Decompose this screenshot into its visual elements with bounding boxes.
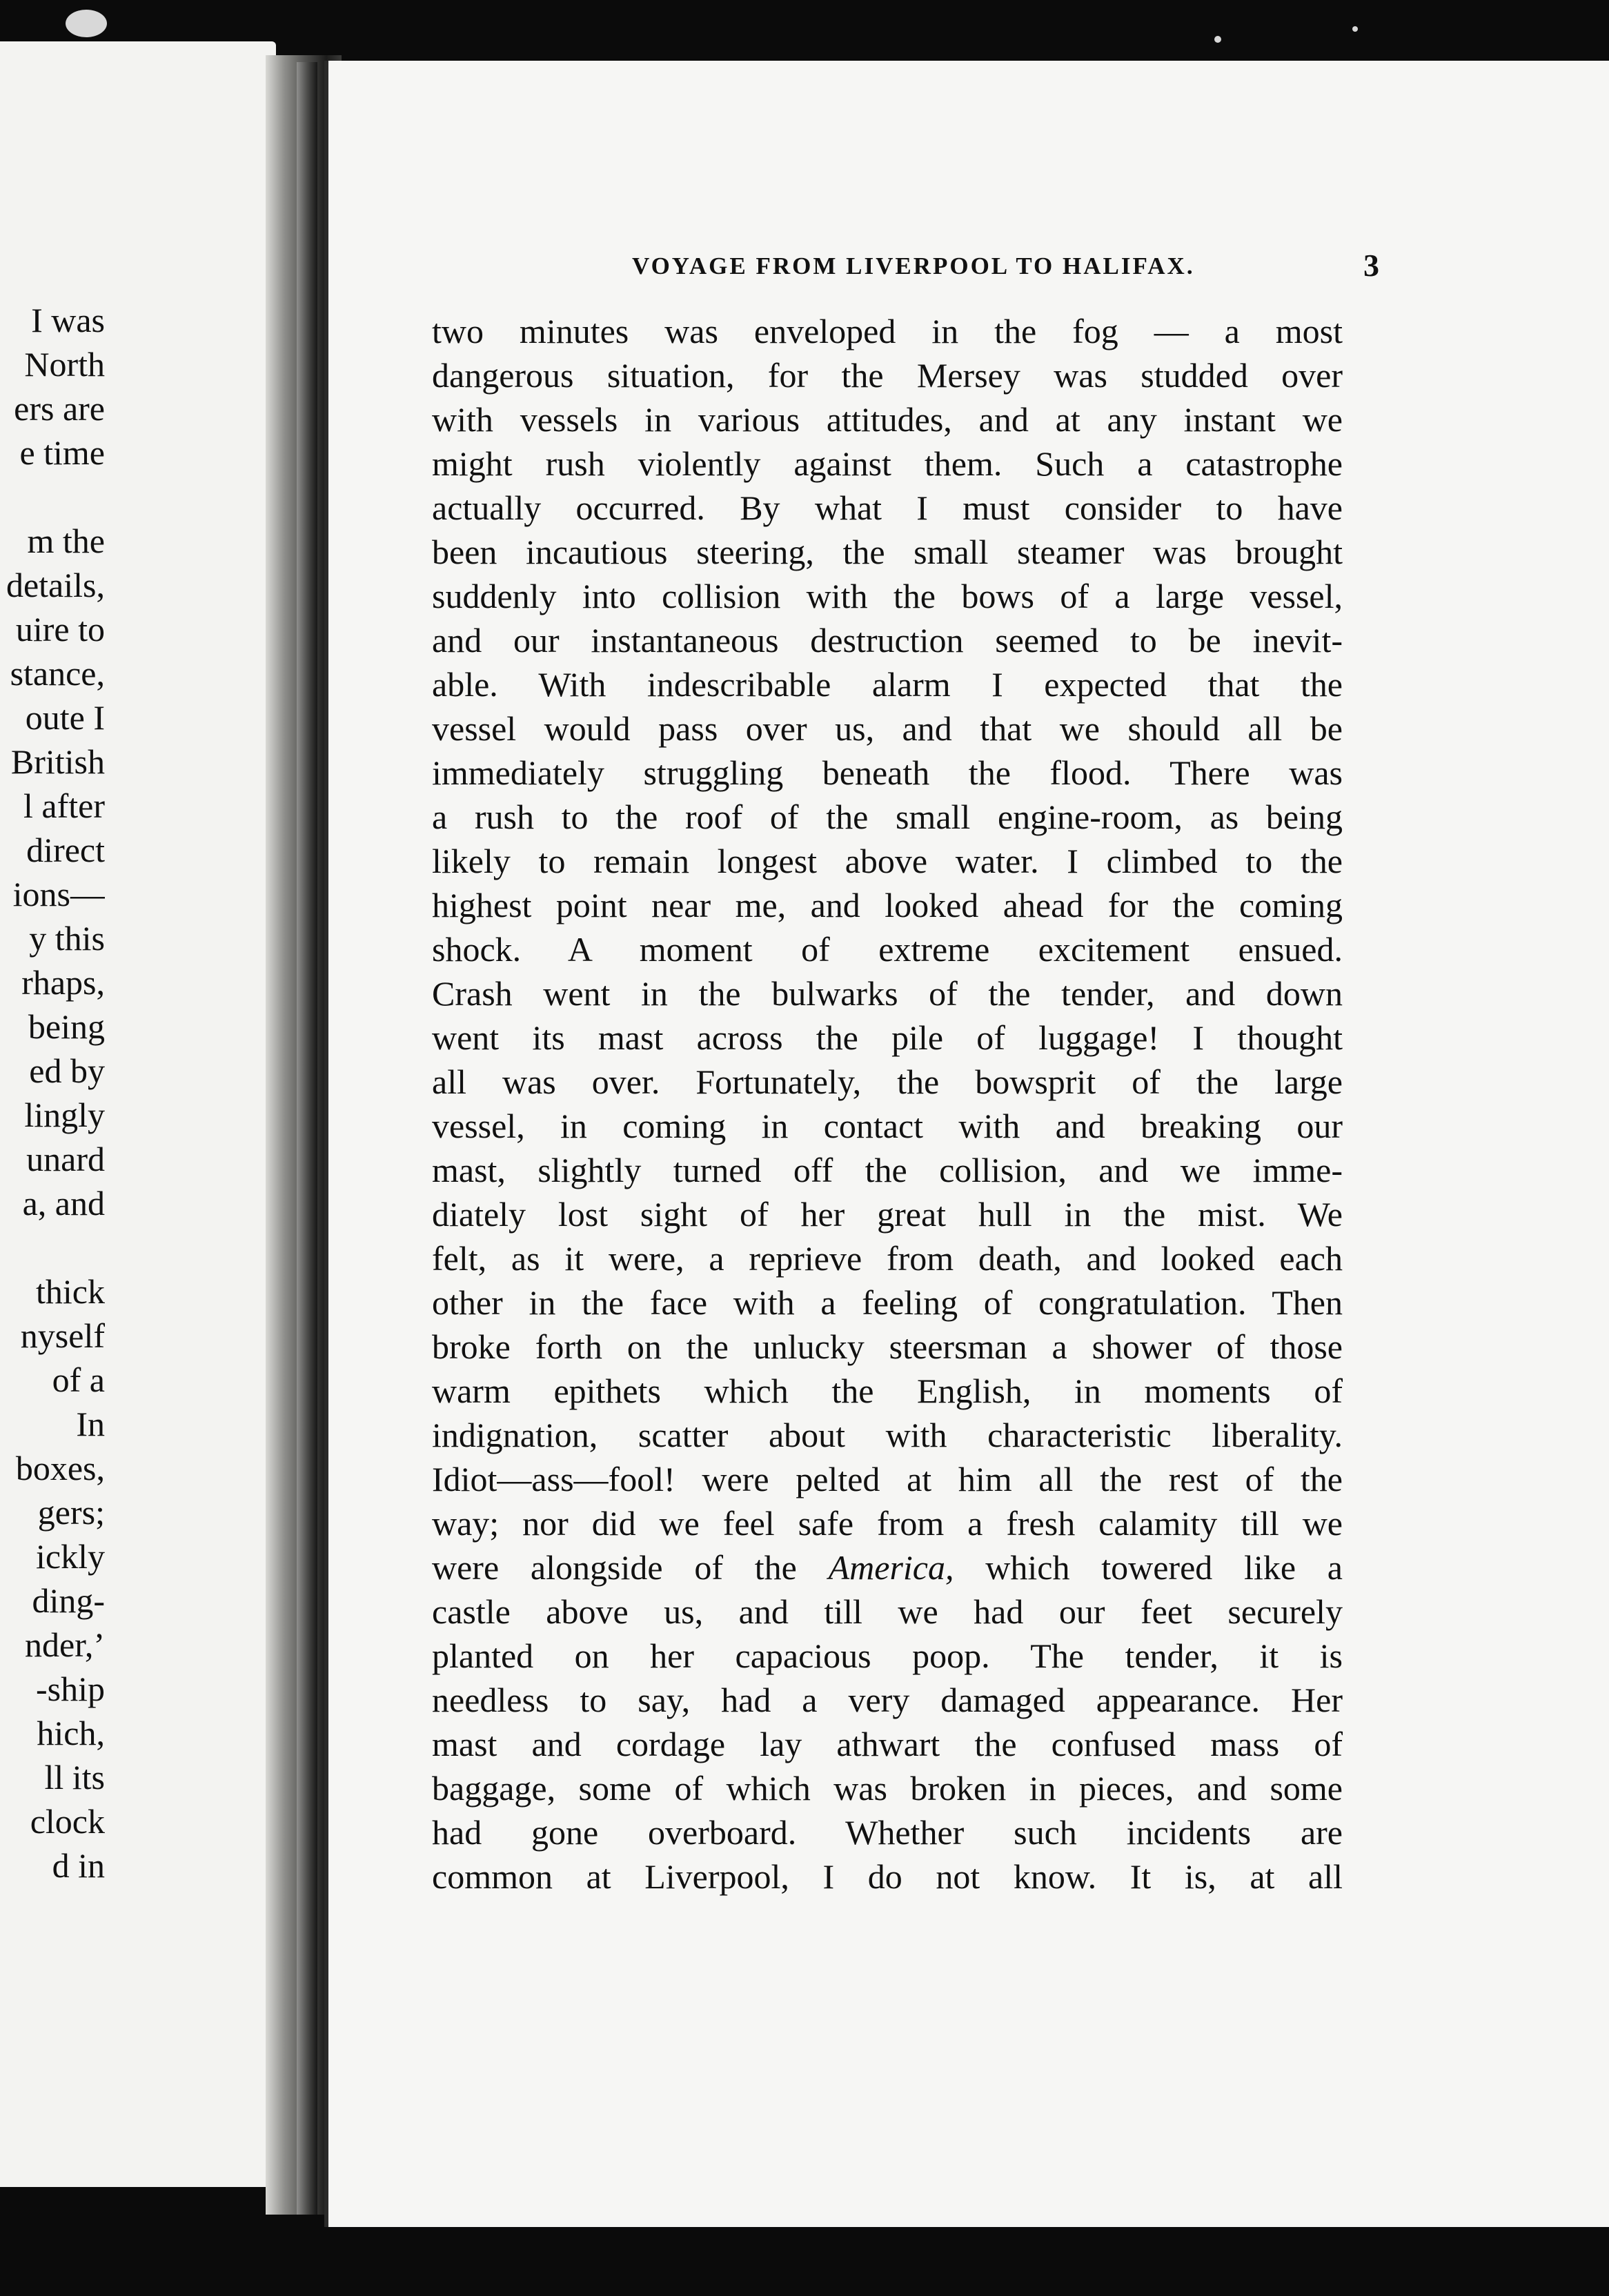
running-head: VOYAGE FROM LIVERPOOL TO HALIFAX. [632, 253, 1195, 279]
body-text-line: common at Liverpool, I do not know. It is, at all [432, 1857, 1343, 1896]
body-text-line: way; nor did we feel safe from a fresh calamity till we [432, 1504, 1343, 1543]
body-text-line: vessel, in coming in contact with and breaking our [432, 1107, 1343, 1145]
body-text-line: Idiot—ass—fool! were pelted at him all the rest of the [432, 1460, 1343, 1498]
left-page-line-text: rhaps, [21, 963, 105, 1002]
left-page-line [0, 1314, 105, 1358]
body-text-line: baggage, some of which was broken in pieces, and some [432, 1769, 1343, 1808]
scan-speck [66, 10, 107, 37]
left-page-line [0, 828, 105, 872]
body-text-line: immediately struggling beneath the flood. There was [432, 753, 1343, 792]
left-page-line-text: boxes, [15, 1449, 105, 1487]
body-text-line: indignation, scatter about with characteristic liberality. [432, 1416, 1343, 1454]
right-page [324, 61, 1609, 2227]
left-page-line [0, 430, 105, 475]
left-page-line [0, 1358, 105, 1402]
left-page-line [0, 1534, 105, 1578]
left-page-line [0, 1093, 105, 1137]
left-page-line-text: unard [26, 1140, 105, 1178]
left-page-line [0, 1623, 105, 1667]
body-text-line: able. With indescribable alarm I expected that the [432, 665, 1343, 704]
body-text-line: warm epithets which the English, in moments of [432, 1372, 1343, 1410]
left-page-line [0, 872, 105, 916]
left-page-line-text: hich, [37, 1714, 105, 1752]
left-page-line [0, 1181, 105, 1225]
left-page-line [0, 475, 105, 519]
left-page-line [0, 651, 105, 695]
left-page-line-text: l after [23, 786, 105, 825]
left-page-line [0, 740, 105, 784]
left-page-line-text: gers; [37, 1493, 105, 1532]
body-text-line: Crash went in the bulwarks of the tender, and down [432, 974, 1343, 1013]
body-text-line: needless to say, had a very damaged appearance. Her [432, 1681, 1343, 1719]
body-text-line: actually occurred. By what I must consider to have [432, 488, 1343, 527]
body-text-line: had gone overboard. Whether such incidents are [432, 1813, 1343, 1852]
body-text-line: and our instantaneous destruction seemed to be inevit- [432, 621, 1343, 660]
left-page-line [0, 1490, 105, 1534]
body-text-line: might rush violently against them. Such a catastrophe [432, 444, 1343, 483]
body-text-line: planted on her capacious poop. The tender, it is [432, 1636, 1343, 1675]
left-page-line-text: ers are [14, 389, 105, 428]
left-page-line-text: nder,’ [25, 1625, 105, 1664]
body-text-line: highest point near me, and looked ahead for the coming [432, 886, 1343, 924]
body-text-line: felt, as it were, a reprieve from death, and looked each [432, 1239, 1343, 1278]
body-text-line: shock. A moment of extreme excitement ensued. [432, 930, 1343, 969]
left-page-line [0, 298, 105, 342]
left-page-line [0, 342, 105, 386]
body-text-line: suddenly into collision with the bows of a large vessel, [432, 577, 1343, 615]
body-text-line: mast, slightly turned off the collision, and we imme- [432, 1151, 1343, 1189]
page-body-text [432, 309, 1343, 1899]
ship-name-italic: America, [828, 1548, 954, 1587]
left-page-line-text: being [28, 1007, 105, 1046]
body-text-line: mast and cordage lay athwart the confused mass of [432, 1725, 1343, 1763]
scan-speck [1214, 36, 1221, 43]
left-page-line-text: d in [52, 1846, 105, 1885]
left-page-line [0, 519, 105, 563]
left-page-line-text: In [76, 1405, 105, 1443]
left-page-line-text: direct [26, 831, 105, 869]
body-text-line: likely to remain longest above water. I climbed to the [432, 842, 1343, 880]
left-page-line-text: y this [29, 919, 105, 958]
left-page-line-text: thick [36, 1272, 105, 1311]
left-page-line [0, 1402, 105, 1446]
left-page-line-text: a, and [22, 1184, 105, 1223]
left-page-line-text: -ship [36, 1670, 105, 1708]
left-page-line [0, 1446, 105, 1490]
left-page-line [0, 1137, 105, 1181]
left-page [0, 41, 276, 2187]
left-page-line [0, 1225, 105, 1269]
body-text-line: castle above us, and till we had our feet securely [432, 1592, 1343, 1631]
left-page-line [0, 1049, 105, 1093]
left-page-line [0, 1799, 105, 1843]
body-text-line: all was over. Fortunately, the bowsprit of the large [432, 1062, 1343, 1101]
left-page-line [0, 1004, 105, 1049]
left-page-line-text: lingly [24, 1096, 105, 1134]
body-text-line: broke forth on the unlucky steersman a shower of those [432, 1327, 1343, 1366]
body-text-line: a rush to the roof of the small engine-room, as being [432, 798, 1343, 836]
body-text-line: were alongside of the America, which towered like a [432, 1548, 1343, 1587]
left-page-line-text: I was [31, 301, 105, 339]
left-page-line-text: oute I [25, 698, 105, 737]
left-page-line [0, 1578, 105, 1623]
body-text-line: other in the face with a feeling of congratulation. Then [432, 1283, 1343, 1322]
left-page-line-text: ll its [44, 1758, 105, 1797]
left-page-line-text: nyself [20, 1316, 105, 1355]
left-page-line [0, 563, 105, 607]
left-page-line [0, 916, 105, 960]
body-text-line: been incautious steering, the small steamer was brought [432, 533, 1343, 571]
left-page-line-text: of a [52, 1360, 105, 1399]
body-text-line: diately lost sight of her great hull in the mist. We [432, 1195, 1343, 1234]
left-page-line-text: uire to [15, 610, 105, 649]
body-text-line: with vessels in various attitudes, and at any instant we [432, 400, 1343, 439]
left-page-line [0, 784, 105, 828]
body-text-line: went its mast across the pile of luggage! I thought [432, 1018, 1343, 1057]
body-text-line: two minutes was enveloped in the fog — a most [432, 312, 1343, 350]
left-page-line-text: British [10, 742, 105, 781]
scan-speck [1352, 26, 1358, 32]
left-page-line [0, 1843, 105, 1888]
left-page-line [0, 1269, 105, 1314]
left-page-line [0, 1711, 105, 1755]
left-page-line-text: stance, [10, 654, 105, 693]
left-page-line [0, 960, 105, 1004]
left-page-line [0, 386, 105, 430]
left-page-line-text: m the [27, 522, 105, 560]
left-page-line-text: ed by [29, 1051, 105, 1090]
book-gutter-shadow [297, 62, 317, 2215]
left-page-line-text: ickly [36, 1537, 105, 1576]
left-page-line-text: clock [30, 1802, 105, 1841]
left-page-line-text: ions— [12, 875, 105, 913]
left-page-line [0, 1667, 105, 1711]
left-page-line [0, 1755, 105, 1799]
left-page-line-text: North [24, 345, 105, 384]
left-page-line-text: ding- [32, 1581, 105, 1620]
page-number: 3 [1363, 248, 1379, 283]
left-page-line [0, 695, 105, 740]
left-page-line-text: details, [6, 566, 105, 604]
body-text-line: vessel would pass over us, and that we should all be [432, 709, 1343, 748]
left-page-line-text: e time [19, 433, 105, 472]
left-page-line [0, 607, 105, 651]
body-text-line: dangerous situation, for the Mersey was studded over [432, 356, 1343, 395]
